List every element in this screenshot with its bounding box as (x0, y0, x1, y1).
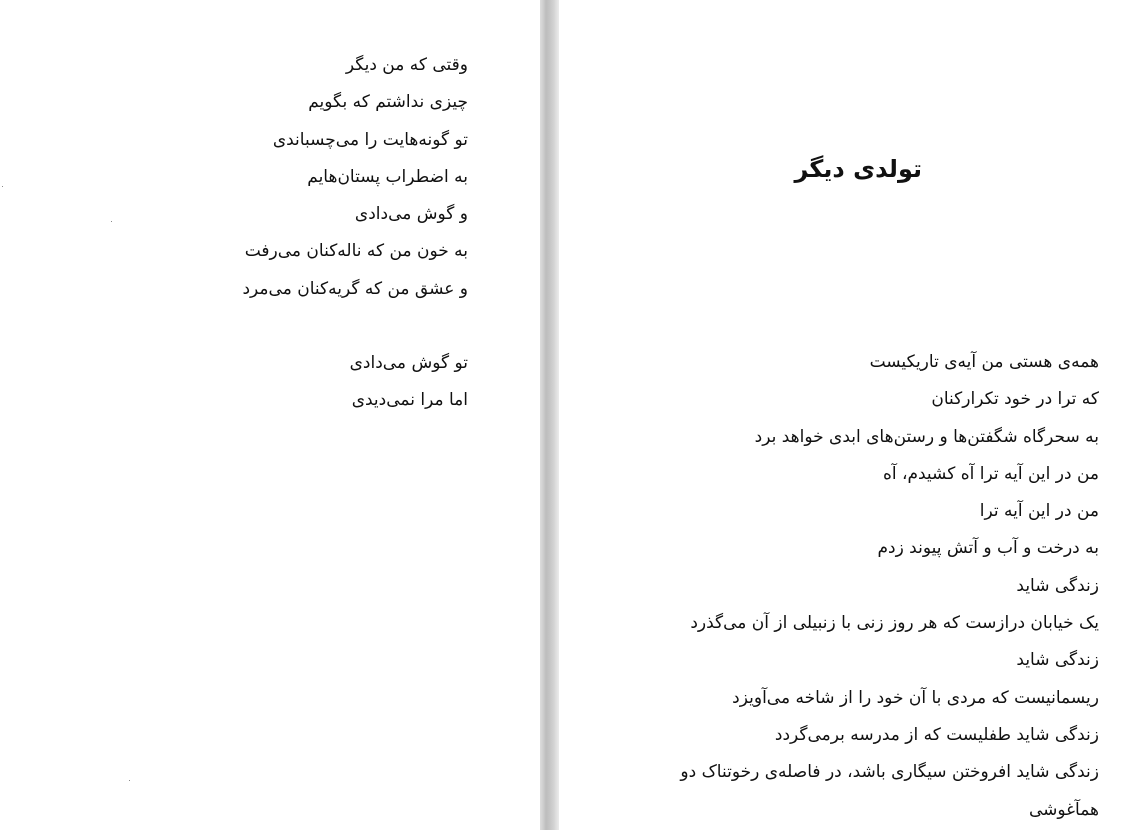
verse-line: به سحرگاه شگفتن‌ها و رستن‌های ابدی خواهد برد (754, 426, 1099, 447)
poem-title: تولدی دیگر (794, 155, 922, 183)
verse-line: چیزی نداشتم که بگویم (308, 92, 468, 113)
verse-line: تو گوش می‌دادی (349, 353, 468, 373)
right-page (559, 0, 1148, 830)
book-gutter (540, 0, 560, 830)
verse-line: و عشق من که گریه‌کنان می‌مرد (242, 278, 468, 299)
verse-line: و گوش می‌دادی (354, 204, 468, 225)
verse-line: زندگی شاید افروختن سیگاری باشد، در فاصله‌ی رخوتناک دو (680, 762, 1099, 783)
verse-line: یک خیابان درازست که هر روز زنی با زنبیلی از آن می‌گذرد (690, 613, 1099, 634)
left-stanza-2 (350, 345, 468, 420)
verse-line: به اضطراب پستان‌هایم (307, 166, 468, 187)
left-page (0, 0, 542, 830)
verse-line: زندگی شاید (1016, 575, 1099, 596)
verse-line: من در این آیه ترا آه کشیدم، آه (882, 463, 1099, 484)
left-stanza-1 (242, 47, 468, 308)
verse-line: همه‌ی هستی من آیه‌ی تاریکیست (869, 352, 1099, 372)
scan-speck (111, 221, 112, 222)
verse-line: همآغوشی (1028, 799, 1099, 820)
verse-line: به درخت و آب و آتش پیوند زدم (877, 538, 1099, 559)
verse-line: وقتی که من دیگر (345, 55, 468, 75)
verse-line: به خون من که ناله‌کنان می‌رفت (244, 241, 468, 262)
verse-line: اما مرا نمی‌دیدی (351, 390, 468, 411)
scan-speck (129, 780, 130, 781)
verse-line: زندگی شاید طفلیست که از مدرسه برمی‌گردد (774, 724, 1099, 745)
verse-line: ریسمانیست که مردی با آن خود را از شاخه می‌آویزد (732, 687, 1099, 708)
verse-line: که ترا در خود تکرارکنان (931, 389, 1099, 410)
verse-line: من در این آیه ترا (979, 501, 1099, 522)
verse-line: زندگی شاید (1016, 650, 1099, 671)
verse-line: تو گونه‌هایت را می‌چسباندی (272, 129, 468, 150)
scan-speck (2, 186, 3, 187)
right-stanza (680, 344, 1099, 829)
